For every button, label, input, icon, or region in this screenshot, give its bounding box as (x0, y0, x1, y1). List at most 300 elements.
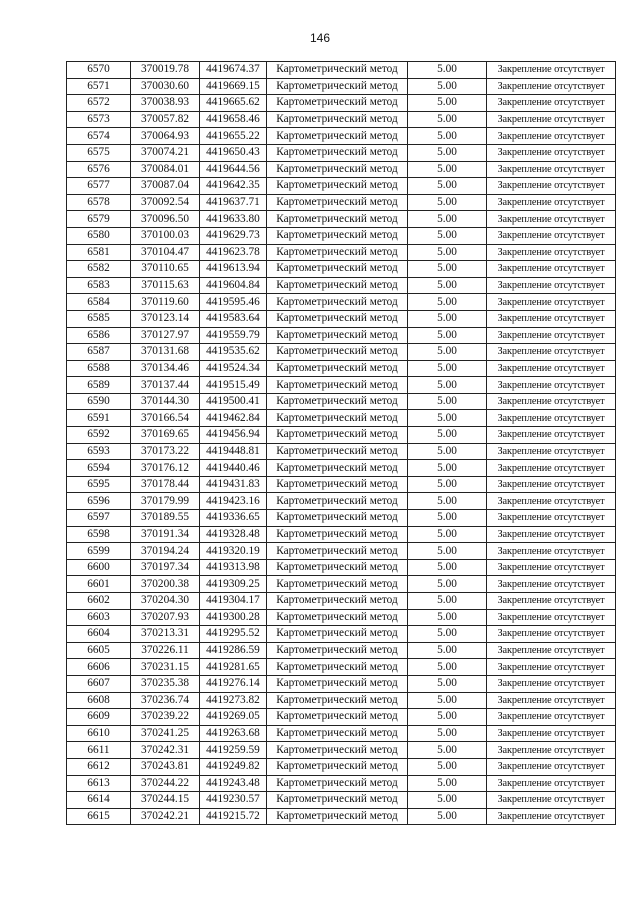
y-coordinate-cell: 4419535.62 (200, 344, 267, 361)
table-row (67, 659, 616, 676)
accuracy-cell: 5.00 (408, 593, 487, 610)
accuracy-cell: 5.00 (408, 327, 487, 344)
y-coordinate-cell: 4419658.46 (200, 111, 267, 128)
x-coordinate-cell: 370197.34 (131, 559, 200, 576)
table-row (67, 344, 616, 361)
x-coordinate-cell: 370200.38 (131, 576, 200, 593)
point-number-cell: 6599 (67, 543, 131, 560)
accuracy-cell: 5.00 (408, 62, 487, 79)
point-number-cell: 6573 (67, 111, 131, 128)
note-cell: Закрепление отсутствует (487, 642, 616, 659)
y-coordinate-cell: 4419263.68 (200, 725, 267, 742)
note-cell: Закрепление отсутствует (487, 758, 616, 775)
point-number-cell: 6600 (67, 559, 131, 576)
method-cell: Картометрический метод (267, 410, 408, 427)
method-cell: Картометрический метод (267, 659, 408, 676)
note-cell: Закрепление отсутствует (487, 244, 616, 261)
table-row (67, 277, 616, 294)
x-coordinate-cell: 370236.74 (131, 692, 200, 709)
note-cell: Закрепление отсутствует (487, 261, 616, 278)
accuracy-cell: 5.00 (408, 675, 487, 692)
point-number-cell: 6577 (67, 178, 131, 195)
table-row (67, 675, 616, 692)
note-cell: Закрепление отсутствует (487, 211, 616, 228)
point-number-cell: 6579 (67, 211, 131, 228)
method-cell: Картометрический метод (267, 675, 408, 692)
x-coordinate-cell: 370241.25 (131, 725, 200, 742)
x-coordinate-cell: 370127.97 (131, 327, 200, 344)
method-cell: Картометрический метод (267, 62, 408, 79)
x-coordinate-cell: 370189.55 (131, 510, 200, 527)
method-cell: Картометрический метод (267, 78, 408, 95)
point-number-cell: 6594 (67, 460, 131, 477)
note-cell: Закрепление отсутствует (487, 410, 616, 427)
point-number-cell: 6585 (67, 310, 131, 327)
point-number-cell: 6576 (67, 161, 131, 178)
x-coordinate-cell: 370191.34 (131, 526, 200, 543)
y-coordinate-cell: 4419637.71 (200, 194, 267, 211)
table-row (67, 227, 616, 244)
table-row (67, 377, 616, 394)
note-cell: Закрепление отсутствует (487, 377, 616, 394)
point-number-cell: 6591 (67, 410, 131, 427)
method-cell: Картометрический метод (267, 161, 408, 178)
point-number-cell: 6603 (67, 609, 131, 626)
accuracy-cell: 5.00 (408, 543, 487, 560)
method-cell: Картометрический метод (267, 310, 408, 327)
table-row (67, 360, 616, 377)
point-number-cell: 6607 (67, 675, 131, 692)
x-coordinate-cell: 370213.31 (131, 626, 200, 643)
method-cell: Картометрический метод (267, 526, 408, 543)
page-number: 146 (309, 31, 331, 45)
accuracy-cell: 5.00 (408, 144, 487, 161)
note-cell: Закрепление отсутствует (487, 327, 616, 344)
note-cell: Закрепление отсутствует (487, 277, 616, 294)
table-row (67, 310, 616, 327)
accuracy-cell: 5.00 (408, 95, 487, 112)
point-number-cell: 6597 (67, 510, 131, 527)
y-coordinate-cell: 4419655.22 (200, 128, 267, 145)
y-coordinate-cell: 4419448.81 (200, 443, 267, 460)
method-cell: Картометрический метод (267, 111, 408, 128)
method-cell: Картометрический метод (267, 194, 408, 211)
x-coordinate-cell: 370243.81 (131, 758, 200, 775)
point-number-cell: 6575 (67, 144, 131, 161)
y-coordinate-cell: 4419336.65 (200, 510, 267, 527)
method-cell: Картометрический метод (267, 792, 408, 809)
table-row (67, 443, 616, 460)
table-row (67, 576, 616, 593)
x-coordinate-cell: 370096.50 (131, 211, 200, 228)
table-row (67, 427, 616, 444)
x-coordinate-cell: 370100.03 (131, 227, 200, 244)
note-cell: Закрепление отсутствует (487, 808, 616, 825)
x-coordinate-cell: 370131.68 (131, 344, 200, 361)
method-cell: Картометрический метод (267, 144, 408, 161)
y-coordinate-cell: 4419309.25 (200, 576, 267, 593)
point-number-cell: 6581 (67, 244, 131, 261)
accuracy-cell: 5.00 (408, 709, 487, 726)
table-row (67, 543, 616, 560)
x-coordinate-cell: 370231.15 (131, 659, 200, 676)
accuracy-cell: 5.00 (408, 792, 487, 809)
accuracy-cell: 5.00 (408, 642, 487, 659)
point-number-cell: 6571 (67, 78, 131, 95)
y-coordinate-cell: 4419524.34 (200, 360, 267, 377)
note-cell: Закрепление отсутствует (487, 111, 616, 128)
x-coordinate-cell: 370244.22 (131, 775, 200, 792)
method-cell: Картометрический метод (267, 692, 408, 709)
note-cell: Закрепление отсутствует (487, 692, 616, 709)
y-coordinate-cell: 4419295.52 (200, 626, 267, 643)
y-coordinate-cell: 4419320.19 (200, 543, 267, 560)
y-coordinate-cell: 4419273.82 (200, 692, 267, 709)
accuracy-cell: 5.00 (408, 576, 487, 593)
method-cell: Картометрический метод (267, 593, 408, 610)
point-number-cell: 6580 (67, 227, 131, 244)
point-number-cell: 6611 (67, 742, 131, 759)
point-number-cell: 6587 (67, 344, 131, 361)
table-row (67, 609, 616, 626)
point-number-cell: 6612 (67, 758, 131, 775)
x-coordinate-cell: 370110.65 (131, 261, 200, 278)
x-coordinate-cell: 370074.21 (131, 144, 200, 161)
note-cell: Закрепление отсутствует (487, 360, 616, 377)
x-coordinate-cell: 370239.22 (131, 709, 200, 726)
x-coordinate-cell: 370137.44 (131, 377, 200, 394)
accuracy-cell: 5.00 (408, 410, 487, 427)
y-coordinate-cell: 4419559.79 (200, 327, 267, 344)
table-row (67, 526, 616, 543)
accuracy-cell: 5.00 (408, 493, 487, 510)
note-cell: Закрепление отсутствует (487, 128, 616, 145)
x-coordinate-cell: 370144.30 (131, 393, 200, 410)
note-cell: Закрепление отсутствует (487, 178, 616, 195)
y-coordinate-cell: 4419629.73 (200, 227, 267, 244)
point-number-cell: 6615 (67, 808, 131, 825)
point-number-cell: 6592 (67, 427, 131, 444)
y-coordinate-cell: 4419644.56 (200, 161, 267, 178)
table-row (67, 128, 616, 145)
note-cell: Закрепление отсутствует (487, 476, 616, 493)
point-number-cell: 6589 (67, 377, 131, 394)
y-coordinate-cell: 4419249.82 (200, 758, 267, 775)
accuracy-cell: 5.00 (408, 526, 487, 543)
point-number-cell: 6598 (67, 526, 131, 543)
method-cell: Картометрический метод (267, 775, 408, 792)
table-row (67, 327, 616, 344)
x-coordinate-cell: 370173.22 (131, 443, 200, 460)
y-coordinate-cell: 4419304.17 (200, 593, 267, 610)
method-cell: Картометрический метод (267, 493, 408, 510)
x-coordinate-cell: 370123.14 (131, 310, 200, 327)
x-coordinate-cell: 370204.30 (131, 593, 200, 610)
note-cell: Закрепление отсутствует (487, 62, 616, 79)
method-cell: Картометрический метод (267, 377, 408, 394)
accuracy-cell: 5.00 (408, 161, 487, 178)
note-cell: Закрепление отсутствует (487, 576, 616, 593)
x-coordinate-cell: 370087.04 (131, 178, 200, 195)
accuracy-cell: 5.00 (408, 758, 487, 775)
y-coordinate-cell: 4419595.46 (200, 294, 267, 311)
y-coordinate-cell: 4419423.16 (200, 493, 267, 510)
method-cell: Картометрический метод (267, 460, 408, 477)
method-cell: Картометрический метод (267, 128, 408, 145)
note-cell: Закрепление отсутствует (487, 725, 616, 742)
x-coordinate-cell: 370064.93 (131, 128, 200, 145)
note-cell: Закрепление отсутствует (487, 792, 616, 809)
accuracy-cell: 5.00 (408, 443, 487, 460)
y-coordinate-cell: 4419313.98 (200, 559, 267, 576)
coordinates-table-body (67, 62, 616, 825)
accuracy-cell: 5.00 (408, 360, 487, 377)
note-cell: Закрепление отсутствует (487, 593, 616, 610)
point-number-cell: 6610 (67, 725, 131, 742)
note-cell: Закрепление отсутствует (487, 78, 616, 95)
note-cell: Закрепление отсутствует (487, 227, 616, 244)
y-coordinate-cell: 4419650.43 (200, 144, 267, 161)
x-coordinate-cell: 370104.47 (131, 244, 200, 261)
accuracy-cell: 5.00 (408, 393, 487, 410)
y-coordinate-cell: 4419281.65 (200, 659, 267, 676)
method-cell: Картометрический метод (267, 709, 408, 726)
note-cell: Закрепление отсутствует (487, 443, 616, 460)
note-cell: Закрепление отсутствует (487, 609, 616, 626)
method-cell: Картометрический метод (267, 443, 408, 460)
x-coordinate-cell: 370179.99 (131, 493, 200, 510)
note-cell: Закрепление отсутствует (487, 775, 616, 792)
point-number-cell: 6602 (67, 593, 131, 610)
method-cell: Картометрический метод (267, 808, 408, 825)
table-row (67, 642, 616, 659)
point-number-cell: 6604 (67, 626, 131, 643)
y-coordinate-cell: 4419431.83 (200, 476, 267, 493)
method-cell: Картометрический метод (267, 609, 408, 626)
note-cell: Закрепление отсутствует (487, 310, 616, 327)
method-cell: Картометрический метод (267, 227, 408, 244)
table-row (67, 460, 616, 477)
y-coordinate-cell: 4419440.46 (200, 460, 267, 477)
table-row (67, 211, 616, 228)
y-coordinate-cell: 4419669.15 (200, 78, 267, 95)
method-cell: Картометрический метод (267, 360, 408, 377)
table-row (67, 244, 616, 261)
method-cell: Картометрический метод (267, 742, 408, 759)
point-number-cell: 6588 (67, 360, 131, 377)
point-number-cell: 6613 (67, 775, 131, 792)
point-number-cell: 6586 (67, 327, 131, 344)
method-cell: Картометрический метод (267, 626, 408, 643)
y-coordinate-cell: 4419328.48 (200, 526, 267, 543)
x-coordinate-cell: 370030.60 (131, 78, 200, 95)
table-row (67, 593, 616, 610)
table-row (67, 78, 616, 95)
point-number-cell: 6582 (67, 261, 131, 278)
x-coordinate-cell: 370242.31 (131, 742, 200, 759)
x-coordinate-cell: 370092.54 (131, 194, 200, 211)
table-row (67, 111, 616, 128)
accuracy-cell: 5.00 (408, 78, 487, 95)
method-cell: Картометрический метод (267, 725, 408, 742)
y-coordinate-cell: 4419515.49 (200, 377, 267, 394)
accuracy-cell: 5.00 (408, 128, 487, 145)
accuracy-cell: 5.00 (408, 294, 487, 311)
y-coordinate-cell: 4419300.28 (200, 609, 267, 626)
note-cell: Закрепление отсутствует (487, 742, 616, 759)
table-row (67, 709, 616, 726)
y-coordinate-cell: 4419665.62 (200, 95, 267, 112)
note-cell: Закрепление отсутствует (487, 675, 616, 692)
method-cell: Картометрический метод (267, 642, 408, 659)
point-number-cell: 6578 (67, 194, 131, 211)
method-cell: Картометрический метод (267, 559, 408, 576)
note-cell: Закрепление отсутствует (487, 543, 616, 560)
accuracy-cell: 5.00 (408, 344, 487, 361)
x-coordinate-cell: 370119.60 (131, 294, 200, 311)
note-cell: Закрепление отсутствует (487, 344, 616, 361)
y-coordinate-cell: 4419456.94 (200, 427, 267, 444)
y-coordinate-cell: 4419623.78 (200, 244, 267, 261)
method-cell: Картометрический метод (267, 277, 408, 294)
accuracy-cell: 5.00 (408, 808, 487, 825)
y-coordinate-cell: 4419583.64 (200, 310, 267, 327)
accuracy-cell: 5.00 (408, 310, 487, 327)
accuracy-cell: 5.00 (408, 277, 487, 294)
point-number-cell: 6601 (67, 576, 131, 593)
point-number-cell: 6583 (67, 277, 131, 294)
method-cell: Картометрический метод (267, 427, 408, 444)
accuracy-cell: 5.00 (408, 227, 487, 244)
y-coordinate-cell: 4419276.14 (200, 675, 267, 692)
accuracy-cell: 5.00 (408, 427, 487, 444)
y-coordinate-cell: 4419286.59 (200, 642, 267, 659)
table-row (67, 62, 616, 79)
y-coordinate-cell: 4419243.48 (200, 775, 267, 792)
accuracy-cell: 5.00 (408, 460, 487, 477)
table-row (67, 493, 616, 510)
x-coordinate-cell: 370244.15 (131, 792, 200, 809)
accuracy-cell: 5.00 (408, 261, 487, 278)
table-row (67, 559, 616, 576)
table-row (67, 161, 616, 178)
x-coordinate-cell: 370084.01 (131, 161, 200, 178)
table-row (67, 510, 616, 527)
x-coordinate-cell: 370178.44 (131, 476, 200, 493)
point-number-cell: 6614 (67, 792, 131, 809)
note-cell: Закрепление отсутствует (487, 709, 616, 726)
method-cell: Картометрический метод (267, 543, 408, 560)
point-number-cell: 6574 (67, 128, 131, 145)
accuracy-cell: 5.00 (408, 559, 487, 576)
point-number-cell: 6593 (67, 443, 131, 460)
method-cell: Картометрический метод (267, 294, 408, 311)
note-cell: Закрепление отсутствует (487, 493, 616, 510)
method-cell: Картометрический метод (267, 95, 408, 112)
y-coordinate-cell: 4419215.72 (200, 808, 267, 825)
y-coordinate-cell: 4419230.57 (200, 792, 267, 809)
y-coordinate-cell: 4419462.84 (200, 410, 267, 427)
y-coordinate-cell: 4419500.41 (200, 393, 267, 410)
note-cell: Закрепление отсутствует (487, 626, 616, 643)
accuracy-cell: 5.00 (408, 692, 487, 709)
table-row (67, 792, 616, 809)
x-coordinate-cell: 370166.54 (131, 410, 200, 427)
accuracy-cell: 5.00 (408, 725, 487, 742)
x-coordinate-cell: 370169.65 (131, 427, 200, 444)
y-coordinate-cell: 4419604.84 (200, 277, 267, 294)
method-cell: Картометрический метод (267, 758, 408, 775)
accuracy-cell: 5.00 (408, 111, 487, 128)
accuracy-cell: 5.00 (408, 244, 487, 261)
point-number-cell: 6584 (67, 294, 131, 311)
y-coordinate-cell: 4419633.80 (200, 211, 267, 228)
table-row (67, 393, 616, 410)
note-cell: Закрепление отсутствует (487, 294, 616, 311)
note-cell: Закрепление отсутствует (487, 427, 616, 444)
table-row (67, 194, 616, 211)
table-row (67, 410, 616, 427)
table-row (67, 725, 616, 742)
x-coordinate-cell: 370019.78 (131, 62, 200, 79)
method-cell: Картометрический метод (267, 576, 408, 593)
method-cell: Картометрический метод (267, 476, 408, 493)
method-cell: Картометрический метод (267, 244, 408, 261)
point-number-cell: 6608 (67, 692, 131, 709)
point-number-cell: 6605 (67, 642, 131, 659)
table-row (67, 758, 616, 775)
point-number-cell: 6595 (67, 476, 131, 493)
point-number-cell: 6590 (67, 393, 131, 410)
x-coordinate-cell: 370134.46 (131, 360, 200, 377)
accuracy-cell: 5.00 (408, 659, 487, 676)
point-number-cell: 6572 (67, 95, 131, 112)
accuracy-cell: 5.00 (408, 476, 487, 493)
x-coordinate-cell: 370207.93 (131, 609, 200, 626)
x-coordinate-cell: 370194.24 (131, 543, 200, 560)
x-coordinate-cell: 370235.38 (131, 675, 200, 692)
y-coordinate-cell: 4419613.94 (200, 261, 267, 278)
point-number-cell: 6570 (67, 62, 131, 79)
method-cell: Картометрический метод (267, 344, 408, 361)
note-cell: Закрепление отсутствует (487, 393, 616, 410)
table-row (67, 178, 616, 195)
accuracy-cell: 5.00 (408, 510, 487, 527)
accuracy-cell: 5.00 (408, 742, 487, 759)
table-row (67, 95, 616, 112)
point-number-cell: 6609 (67, 709, 131, 726)
coordinates-table (66, 61, 616, 825)
method-cell: Картометрический метод (267, 261, 408, 278)
y-coordinate-cell: 4419674.37 (200, 62, 267, 79)
table-row (67, 808, 616, 825)
y-coordinate-cell: 4419642.35 (200, 178, 267, 195)
note-cell: Закрепление отсутствует (487, 95, 616, 112)
x-coordinate-cell: 370176.12 (131, 460, 200, 477)
table-row (67, 626, 616, 643)
method-cell: Картометрический метод (267, 211, 408, 228)
x-coordinate-cell: 370057.82 (131, 111, 200, 128)
note-cell: Закрепление отсутствует (487, 194, 616, 211)
accuracy-cell: 5.00 (408, 377, 487, 394)
method-cell: Картометрический метод (267, 510, 408, 527)
point-number-cell: 6596 (67, 493, 131, 510)
method-cell: Картометрический метод (267, 178, 408, 195)
accuracy-cell: 5.00 (408, 775, 487, 792)
table-row (67, 692, 616, 709)
x-coordinate-cell: 370242.21 (131, 808, 200, 825)
accuracy-cell: 5.00 (408, 626, 487, 643)
